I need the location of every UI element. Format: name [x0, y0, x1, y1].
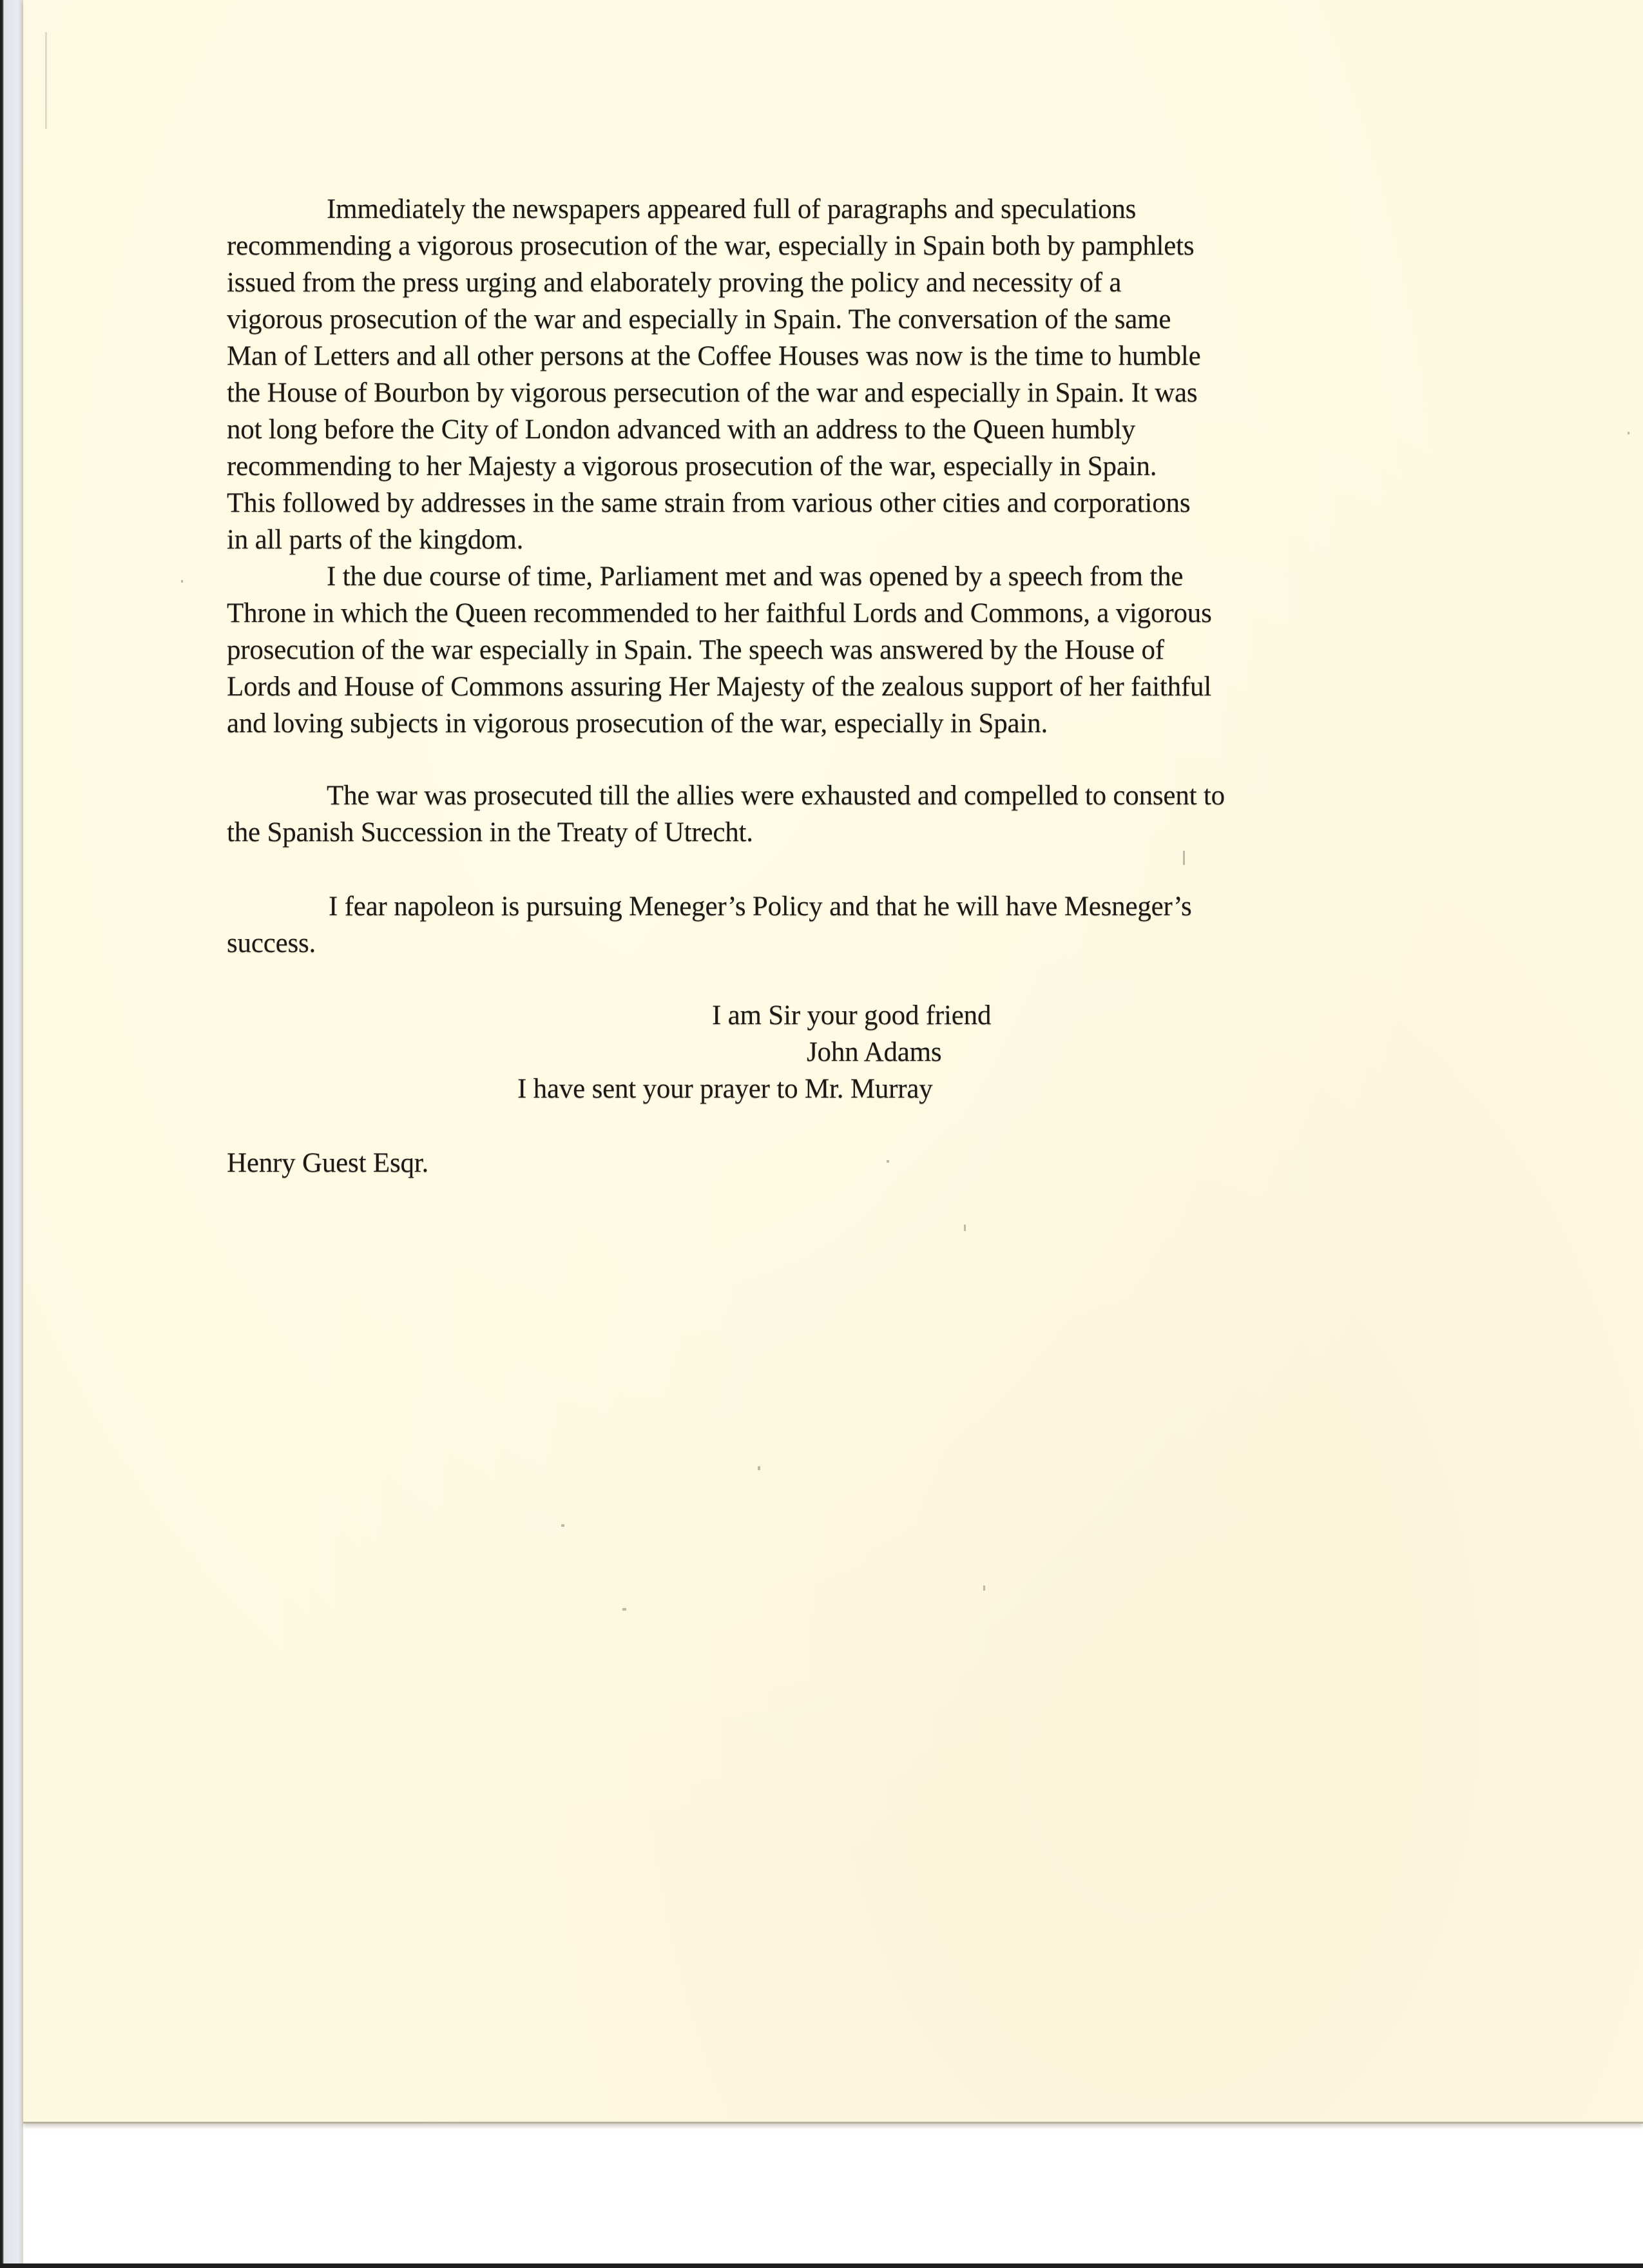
text-line: This followed by addresses in the same strain from various other cities and corporations [227, 488, 1191, 518]
text-line: prosecution of the war especially in Spain. The speech was answered by the House of [227, 635, 1164, 665]
text-line: the Spanish Succession in the Treaty of Utrecht. [227, 817, 753, 848]
scan-speck [983, 1585, 985, 1591]
scan-speck [561, 1524, 564, 1527]
text-line: I the due course of time, Parliament met and was opened by a speech from the [327, 561, 1184, 592]
text-line: in all parts of the kingdom. [227, 525, 524, 555]
scan-speck [1628, 432, 1629, 434]
scan-speck [758, 1466, 760, 1470]
text-line: I fear napoleon is pursuing Meneger’s Policy and that he will have Mesneger’s [329, 891, 1192, 922]
scanner-bottom-edge [0, 2263, 1643, 2268]
text-line: recommending to her Majesty a vigorous prosecution of the war, especially in Spain. [227, 451, 1157, 481]
text-line: Throne in which the Queen recommended to her faithful Lords and Commons, a vigorous [227, 598, 1212, 628]
scan-speck [887, 1160, 889, 1163]
addressee: Henry Guest Esqr. [227, 1148, 429, 1178]
text-line: Lords and House of Commons assuring Her Majesty of the zealous support of her faithful [227, 672, 1212, 702]
scan-speck [964, 1225, 966, 1231]
text-line: The war was prosecuted till the allies were exhausted and compelled to consent to [327, 780, 1225, 811]
text-line: Man of Letters and all other persons at the Coffee Houses was now is the time to humble [227, 341, 1201, 371]
text-line: and loving subjects in vigorous prosecution of the war, especially in Spain. [227, 708, 1048, 739]
scan-speck [45, 32, 47, 129]
scan-speck [181, 580, 183, 583]
closing-salutation: I am Sir your good friend [712, 1000, 992, 1031]
scan-speck [1183, 851, 1185, 865]
text-line: Immediately the newspapers appeared full of paragraphs and speculations [327, 194, 1137, 224]
text-line: the House of Bourbon by vigorous persecution of the war and especially in Spain. It was [227, 378, 1198, 408]
scan-speck [622, 1608, 626, 1611]
text-line: not long before the City of London advanced with an address to the Queen humbly [227, 414, 1136, 445]
text-line: recommending a vigorous prosecution of the war, especially in Spain both by pamphlets [227, 231, 1195, 261]
signature: John Adams [807, 1037, 942, 1067]
text-line: issued from the press urging and elaborately proving the policy and necessity of a [227, 267, 1122, 298]
scanner-edge [0, 0, 23, 2268]
postscript: I have sent your prayer to Mr. Murray [517, 1074, 933, 1104]
text-line: vigorous prosecution of the war and especially in Spain. The conversation of the same [227, 304, 1171, 334]
text-line: success. [227, 928, 316, 958]
